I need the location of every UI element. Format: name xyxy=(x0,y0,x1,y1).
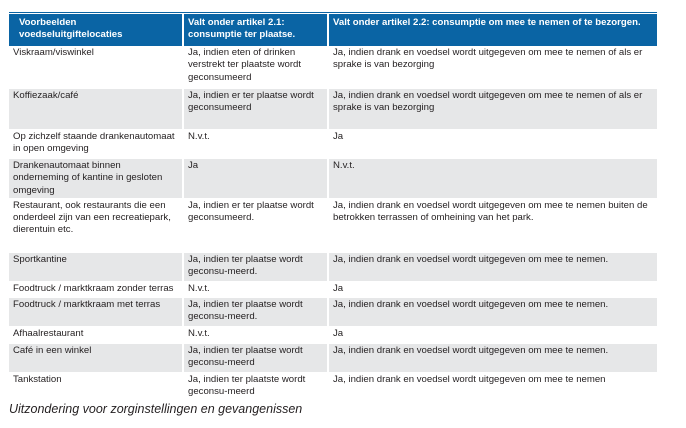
section-heading: Uitzondering voor zorginstellingen en gevangenissen xyxy=(9,402,303,416)
table-row xyxy=(9,344,657,373)
food-location-table xyxy=(9,13,657,402)
article-2-1-cell: N.v.t. xyxy=(184,327,329,344)
location-cell: Restaurant, ook restaurants die een onderdeel zijn van een recreatiepark, dierentuin etc. xyxy=(9,199,184,253)
table-row xyxy=(9,199,657,253)
header-article-2-2: Valt onder artikel 2.2: consumptie om mee te nemen of te bezorgen. xyxy=(329,13,657,46)
location-cell: Foodtruck / marktkraam zonder terras xyxy=(9,282,184,298)
table-row xyxy=(9,89,657,130)
article-2-1-cell: Ja, indien ter plaatse wordt geconsu-meerd xyxy=(184,344,329,373)
article-2-1-cell: Ja xyxy=(184,159,329,199)
article-2-1-cell: Ja, indien eten of drinken verstrekt ter plaatste wordt geconsumeerd xyxy=(184,46,329,89)
article-2-2-cell: Ja, indien drank en voedsel wordt uitgegeven om mee te nemen of als er sprake is van bezorging xyxy=(329,89,657,130)
article-2-1-cell: Ja, indien ter plaatse wordt geconsu-meerd. xyxy=(184,253,329,282)
table-row xyxy=(9,130,657,159)
location-cell: Foodtruck / marktkraam met terras xyxy=(9,298,184,327)
table-row xyxy=(9,282,657,298)
location-cell: Op zichzelf staande drankenautomaat in open omgeving xyxy=(9,130,184,159)
table-header-row xyxy=(9,13,657,46)
location-cell: Drankenautomaat binnen onderneming of kantine in gesloten omgeving xyxy=(9,159,184,199)
article-2-2-cell: Ja, indien drank en voedsel wordt uitgegeven om mee te nemen. xyxy=(329,253,657,282)
header-locations: Voorbeelden voedseluitgiftelocaties xyxy=(9,13,184,46)
article-2-2-cell: Ja xyxy=(329,130,657,159)
article-2-2-cell: Ja, indien drank en voedsel wordt uitgegeven om mee te nemen buiten de betrokken terrassen of omheining van het park. xyxy=(329,199,657,253)
article-2-2-cell: Ja, indien drank en voedsel wordt uitgegeven om mee te nemen xyxy=(329,373,657,402)
article-2-1-cell: N.v.t. xyxy=(184,282,329,298)
article-2-2-cell: Ja xyxy=(329,282,657,298)
location-cell: Sportkantine xyxy=(9,253,184,282)
article-2-2-cell: Ja, indien drank en voedsel wordt uitgegeven om mee te nemen of als er sprake is van bezorging xyxy=(329,46,657,89)
table-row xyxy=(9,46,657,89)
header-article-2-1: Valt onder artikel 2.1: consumptie ter plaatse. xyxy=(184,13,329,46)
article-2-2-cell: Ja, indien drank en voedsel wordt uitgegeven om mee te nemen. xyxy=(329,344,657,373)
location-cell: Tankstation xyxy=(9,373,184,402)
location-cell: Café in een winkel xyxy=(9,344,184,373)
table-row xyxy=(9,373,657,402)
location-cell: Koffiezaak/café xyxy=(9,89,184,130)
location-cell: Viskraam/viswinkel xyxy=(9,46,184,89)
table-row xyxy=(9,298,657,327)
article-2-2-cell: N.v.t. xyxy=(329,159,657,199)
article-2-1-cell: N.v.t. xyxy=(184,130,329,159)
article-2-2-cell: Ja, indien drank en voedsel wordt uitgegeven om mee te nemen. xyxy=(329,298,657,327)
table-row xyxy=(9,159,657,199)
article-2-2-cell: Ja xyxy=(329,327,657,344)
article-2-1-cell: Ja, indien ter plaatse wordt geconsu-meerd. xyxy=(184,298,329,327)
article-2-1-cell: Ja, indien ter plaatste wordt geconsu-meerd xyxy=(184,373,329,402)
table-row xyxy=(9,253,657,282)
article-2-1-cell: Ja, indien er ter plaatse wordt geconsumeerd xyxy=(184,89,329,130)
location-cell: Afhaalrestaurant xyxy=(9,327,184,344)
article-2-1-cell: Ja, indien er ter plaatse wordt geconsumeerd. xyxy=(184,199,329,253)
table-row xyxy=(9,327,657,344)
